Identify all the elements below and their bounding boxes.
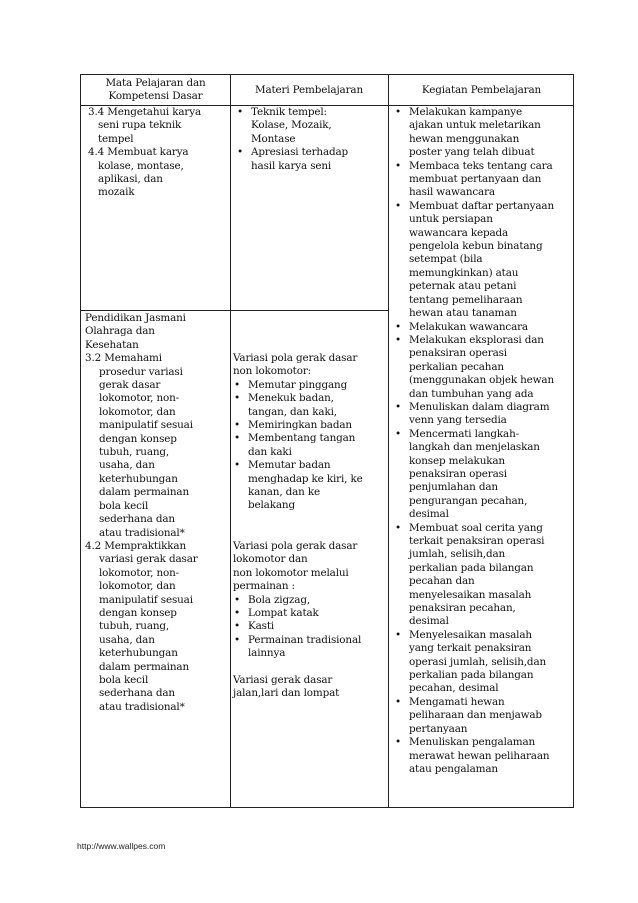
- materi-group-jalan-lari-lompat: [233, 674, 387, 701]
- curriculum-table: [80, 74, 574, 808]
- text-line: bola kecil: [99, 673, 149, 686]
- kegiatan-item: [391, 106, 573, 160]
- kegiatan-item: [391, 522, 573, 629]
- text-line: • Permainan tradisional: [248, 633, 362, 646]
- text-line: usaha, dan: [99, 459, 155, 472]
- text-line: • Lompat katak: [248, 606, 319, 619]
- text-line: hewan atau tanaman: [409, 307, 517, 320]
- text-line: 4.4 Membuat karya: [88, 146, 189, 159]
- text-line: atau tradisional*: [99, 526, 185, 539]
- text-line: tubuh, ruang,: [99, 620, 170, 633]
- list-item: [230, 459, 387, 513]
- row-divider: [81, 310, 388, 311]
- materi-list: [233, 106, 387, 173]
- text-line: non lokomotor melalui: [233, 566, 349, 579]
- text-line: • Teknik tempel:: [251, 106, 327, 118]
- text-line: keterhubungan: [99, 647, 178, 660]
- kegiatan-item: [391, 321, 573, 334]
- text-line: Kolase, Mozaik,: [251, 119, 332, 132]
- text-line: aplikasi, dan: [98, 173, 163, 186]
- competency-4-2: [85, 540, 229, 714]
- text-line: 3.2 Memahami: [85, 352, 162, 365]
- text-line: dan kaki: [248, 445, 292, 458]
- text-line: pengurangan pecahan,: [409, 494, 528, 507]
- text-line: menyelesaikan masalah: [409, 588, 532, 601]
- text-line: peternak atau petani: [409, 280, 517, 293]
- text-line: tempel: [98, 132, 134, 145]
- subject-title: [85, 312, 229, 352]
- list-item: [233, 106, 387, 146]
- text-line: Pendidikan Jasmani: [85, 312, 186, 324]
- text-line: • Bola zigzag,: [248, 593, 310, 606]
- text-line: • Membentang tangan: [248, 432, 356, 445]
- text-line: pengelola kebun binatang: [409, 240, 543, 253]
- text-line: sederhana dan: [99, 513, 175, 526]
- text-line: lokomotor, non-: [99, 566, 180, 579]
- list-item: [230, 620, 387, 633]
- text-line: • Menekuk badan,: [248, 392, 334, 405]
- text-line: • Memutar badan: [248, 459, 331, 472]
- header-materi: Materi Pembelajaran: [254, 84, 364, 96]
- text-line: memungkinkan) atau: [409, 266, 519, 279]
- text-line: 4.2 Mempraktikkan: [85, 539, 187, 552]
- text-line: mozaik: [98, 186, 135, 199]
- text-line: terkait penaksiran operasi: [409, 535, 545, 547]
- footer-url: http://www.wallpes.com: [77, 841, 166, 851]
- text-line: operasi jumlah, selisih,dan: [409, 655, 547, 668]
- text-line: penaksiran operasi: [409, 467, 507, 480]
- text-line: lokomotor dan: [233, 553, 308, 566]
- text-line: • Menyelesaikan masalah: [409, 628, 532, 641]
- kegiatan-item: [391, 629, 573, 696]
- text-line: perkalian pecahan: [409, 360, 504, 373]
- text-line: • Memiringkan badan: [248, 419, 352, 432]
- list-item: [230, 594, 387, 607]
- text-line: seni rupa teknik: [98, 119, 182, 132]
- competency-cell-row2: [85, 312, 229, 714]
- text-line: membuat pertanyaan dan: [409, 173, 542, 186]
- text-line: dalam permainan: [99, 486, 189, 499]
- text-line: • Menuliskan dalam diagram: [409, 400, 550, 413]
- text-line: manipulatif sesuai: [99, 419, 193, 432]
- text-line: dengan konsep: [99, 606, 177, 619]
- header-kegiatan: Kegiatan Pembelajaran: [421, 84, 542, 96]
- text-line: variasi gerak dasar: [99, 553, 198, 566]
- text-line: kanan, dan ke: [248, 486, 321, 499]
- kegiatan-item: [391, 428, 573, 522]
- text-line: perkalian pada bilangan: [409, 669, 534, 682]
- text-line: bola kecil: [99, 499, 149, 512]
- text-line: 3.4 Mengetahui karya: [88, 106, 202, 118]
- list-item: [230, 634, 387, 661]
- kegiatan-item: [391, 160, 573, 200]
- text-line: hasil karya seni: [251, 159, 332, 172]
- competency-3-2: [85, 352, 229, 540]
- list-item: [230, 432, 387, 459]
- list-item: [230, 379, 387, 392]
- text-line: dengan konsep: [99, 432, 177, 445]
- text-line: keterhubungan: [99, 472, 178, 485]
- text-line: peliharaan dan menjawab: [409, 709, 542, 722]
- text-line: pecahan, desimal: [409, 682, 499, 695]
- list-item: [230, 419, 387, 432]
- text-line: Kesehatan: [85, 338, 139, 351]
- header-line: Kompetensi Dasar: [108, 90, 203, 103]
- text-line: • Membuat soal cerita yang: [409, 521, 543, 534]
- competency-3-4: [88, 106, 228, 146]
- kegiatan-cell: [391, 106, 573, 776]
- text-line: kolase, montase,: [98, 159, 184, 172]
- kegiatan-item: [391, 736, 573, 776]
- text-line: Variasi pola gerak dasar: [233, 352, 358, 364]
- list-item: [230, 607, 387, 620]
- text-line: wawancara kepada: [409, 226, 509, 239]
- text-line: Montase: [251, 132, 296, 145]
- text-line: manipulatif sesuai: [99, 593, 193, 606]
- header-subject-competency: [81, 77, 230, 104]
- text-line: penaksiran operasi: [409, 347, 507, 360]
- text-line: konsep melakukan: [409, 454, 505, 467]
- text-line: • Mengamati hewan: [409, 695, 505, 708]
- text-line: lokomotor, dan: [99, 405, 176, 418]
- text-line: • Kasti: [248, 620, 275, 633]
- materi-list: [230, 594, 387, 661]
- materi-cell-row2: [233, 352, 387, 700]
- text-line: • Apresiasi terhadap: [251, 146, 349, 159]
- text-line: dalam permainan: [99, 660, 189, 673]
- text-line: lokomotor, dan: [99, 580, 176, 593]
- text-line: gerak dasar: [99, 379, 161, 392]
- text-line: prosedur variasi: [99, 365, 183, 378]
- text-line: setempat (bila: [409, 253, 483, 266]
- text-line: atau pengalaman: [409, 762, 498, 775]
- text-line: • Melakukan eksplorasi dan: [409, 333, 544, 346]
- materi-list: [230, 379, 387, 513]
- text-line: lainnya: [248, 647, 286, 660]
- text-line: pertanyaan: [409, 722, 468, 735]
- text-line: langkah dan menjelaskan: [409, 441, 540, 454]
- text-line: venn yang tersedia: [409, 414, 507, 427]
- column-divider: [388, 75, 389, 807]
- list-item: [233, 146, 387, 173]
- text-line: • Membuat daftar pertanyaan: [409, 199, 555, 212]
- text-line: penjumlahan dan: [409, 481, 498, 494]
- text-line: hewan menggunakan: [409, 132, 520, 145]
- text-line: lokomotor, non-: [99, 392, 180, 405]
- kegiatan-item: [391, 696, 573, 736]
- materi-group-permainan: [233, 540, 387, 661]
- text-line: • Menuliskan pengalaman: [409, 736, 536, 749]
- text-line: permainan :: [233, 580, 295, 593]
- text-line: jalan,lari dan lompat: [233, 686, 340, 699]
- text-line: pecahan dan: [409, 575, 475, 588]
- text-line: ajakan untuk meletarikan: [409, 119, 541, 132]
- text-line: usaha, dan: [99, 633, 155, 646]
- materi-group-non-lokomotor: [233, 352, 387, 513]
- text-line: • Melakukan wawancara: [409, 320, 528, 333]
- materi-cell-row1: [233, 106, 387, 173]
- text-line: dan tumbuhan yang ada: [409, 387, 534, 400]
- text-line: tentang pemeliharaan: [409, 293, 523, 306]
- text-line: • Membaca teks tentang cara: [409, 159, 553, 172]
- text-line: • Melakukan kampanye: [409, 106, 522, 118]
- text-line: tubuh, ruang,: [99, 446, 170, 459]
- competency-cell-row1: [88, 106, 228, 200]
- kegiatan-item: [391, 401, 573, 428]
- list-item: [230, 392, 387, 419]
- text-line: perkalian pada bilangan: [409, 561, 534, 574]
- kegiatan-list: [391, 106, 573, 776]
- text-line: desimal: [409, 615, 449, 628]
- text-line: • Memutar pinggang: [248, 378, 348, 391]
- text-line: (menggunakan objek hewan: [409, 374, 555, 387]
- text-line: belakang: [248, 499, 295, 512]
- text-line: tangan, dan kaki,: [248, 405, 337, 418]
- text-line: untuk persiapan: [409, 213, 493, 226]
- text-line: jumlah, selisih,dan: [409, 548, 506, 561]
- text-line: • Mencermati langkah-: [409, 427, 519, 440]
- kegiatan-item: [391, 334, 573, 401]
- kegiatan-item: [391, 200, 573, 321]
- header-line: Mata Pelajaran dan: [105, 77, 206, 89]
- text-line: hasil wawancara: [409, 186, 495, 199]
- text-line: atau tradisional*: [99, 700, 185, 713]
- text-line: desimal: [409, 508, 449, 521]
- competency-4-4: [88, 146, 228, 200]
- text-line: Variasi pola gerak dasar: [233, 539, 358, 552]
- text-line: penaksiran pecahan,: [409, 602, 516, 615]
- text-line: merawat hewan peliharaan: [409, 749, 550, 762]
- text-line: Olahraga dan: [85, 325, 155, 338]
- text-line: Variasi gerak dasar: [233, 673, 333, 686]
- text-line: sederhana dan: [99, 687, 175, 700]
- text-line: yang terkait penaksiran: [409, 642, 532, 655]
- text-line: menghadap ke kiri, ke: [248, 472, 363, 485]
- text-line: poster yang telah dibuat: [409, 146, 535, 159]
- text-line: non lokomotor:: [233, 365, 311, 378]
